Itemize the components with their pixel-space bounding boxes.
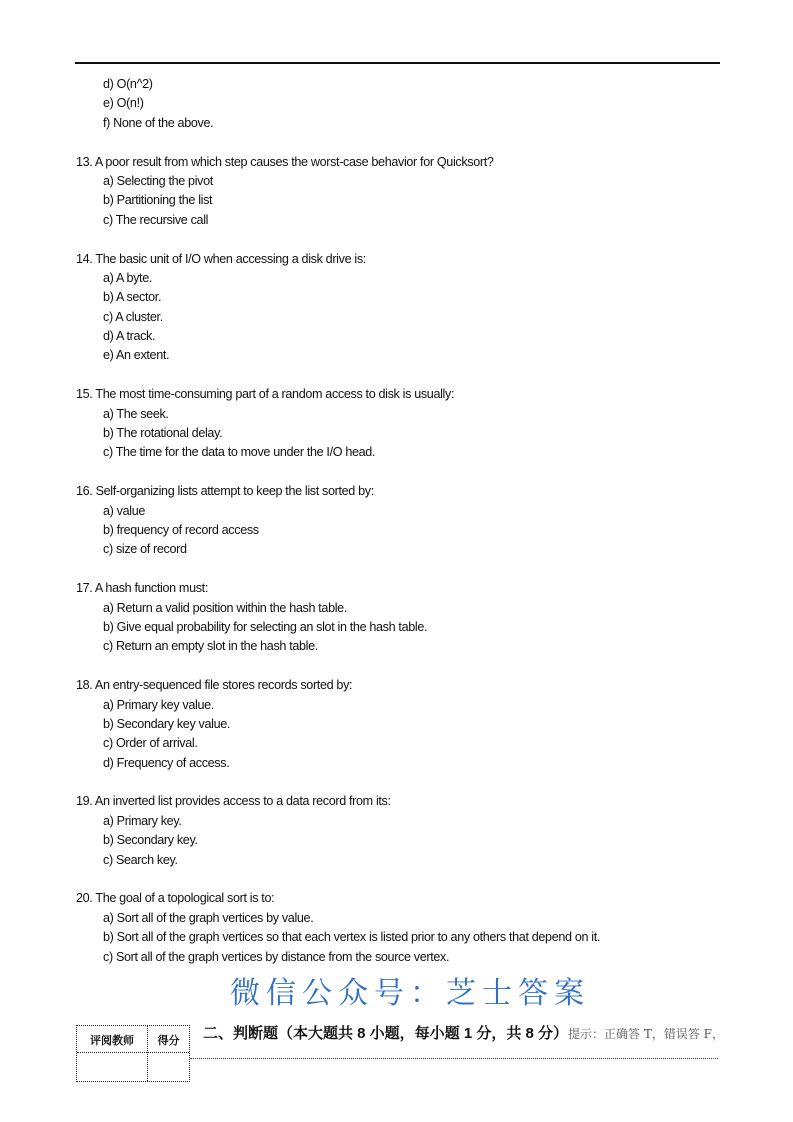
question-text: 14. The basic unit of I/O when accessing a disk drive is: bbox=[76, 251, 366, 266]
score-header: 得分 bbox=[157, 1035, 180, 1047]
question-text: 19. An inverted list provides access to a data record from its: bbox=[76, 794, 391, 809]
option: b) The rotational delay. bbox=[103, 426, 223, 441]
section-title: 二、判断题（本大题共 8 小题，每小题 1 分，共 8 分） bbox=[203, 1025, 569, 1042]
question bbox=[76, 579, 736, 657]
question bbox=[76, 482, 736, 560]
watermark: 微信公众号：芝士答案 bbox=[230, 976, 590, 1011]
option: d) Frequency of access. bbox=[103, 755, 230, 770]
question-text: 13. A poor result from which step causes the worst-case behavior for Quicksort? bbox=[76, 154, 494, 169]
reviewer-header: 评阅教师 bbox=[90, 1035, 134, 1047]
option: a) value bbox=[103, 503, 146, 518]
option: c) The time for the data to move under the I/O head. bbox=[103, 445, 376, 460]
question-text: 16. Self-organizing lists attempt to keep the list sorted by: bbox=[76, 484, 374, 499]
score-table bbox=[76, 1025, 190, 1082]
question-list bbox=[76, 75, 736, 986]
option: e) O(n!) bbox=[103, 96, 144, 111]
option: c) Order of arrival. bbox=[103, 736, 198, 751]
option: d) A track. bbox=[103, 329, 156, 344]
option: a) Return a valid position within the hash table. bbox=[103, 600, 347, 615]
question bbox=[76, 250, 736, 366]
option: a) A byte. bbox=[103, 270, 153, 285]
option: c) Search key. bbox=[103, 852, 178, 867]
question bbox=[76, 792, 736, 870]
question-text: 20. The goal of a topological sort is to: bbox=[76, 891, 275, 906]
option: b) A sector. bbox=[103, 290, 162, 305]
question-text: 15. The most time-consuming part of a random access to disk is usually: bbox=[76, 387, 455, 402]
question bbox=[76, 889, 736, 967]
question-text: 17. A hash function must: bbox=[76, 581, 208, 596]
questions bbox=[76, 153, 736, 967]
option: c) size of record bbox=[103, 542, 187, 557]
option: d) O(n^2) bbox=[103, 77, 153, 91]
option: c) The recursive call bbox=[103, 212, 209, 227]
option: a) Primary key value. bbox=[103, 697, 214, 712]
option: b) Give equal probability for selecting an slot in the hash table. bbox=[103, 619, 428, 634]
option: e) An extent. bbox=[103, 348, 170, 363]
option: b) Secondary key value. bbox=[103, 716, 231, 731]
option: b) frequency of record access bbox=[103, 522, 259, 537]
option: a) Primary key. bbox=[103, 813, 182, 828]
header-rule bbox=[75, 62, 720, 64]
question bbox=[76, 676, 736, 773]
option: c) A cluster. bbox=[103, 309, 163, 324]
option: a) The seek. bbox=[103, 406, 169, 421]
previous-question-options bbox=[76, 75, 736, 133]
option: b) Sort all of the graph vertices so that each vertex is listed prior to any others that depend on it. bbox=[103, 930, 601, 945]
option: b) Secondary key. bbox=[103, 833, 198, 848]
question-text: 18. An entry-sequenced file stores records sorted by: bbox=[76, 678, 353, 693]
option: c) Sort all of the graph vertices by distance from the source vertex. bbox=[103, 949, 450, 964]
option: b) Partitioning the list bbox=[103, 193, 213, 208]
option: c) Return an empty slot in the hash table. bbox=[103, 639, 318, 654]
answer-line bbox=[190, 1058, 718, 1059]
section-hint: 提示：正确答 T，错误答 F， bbox=[568, 1027, 725, 1041]
table-divider bbox=[77, 1052, 189, 1053]
option: a) Selecting the pivot bbox=[103, 173, 213, 188]
section-heading bbox=[203, 1022, 724, 1043]
question bbox=[76, 385, 736, 463]
option: a) Sort all of the graph vertices by value. bbox=[103, 910, 314, 925]
option: f) None of the above. bbox=[103, 115, 214, 130]
question bbox=[76, 153, 736, 231]
